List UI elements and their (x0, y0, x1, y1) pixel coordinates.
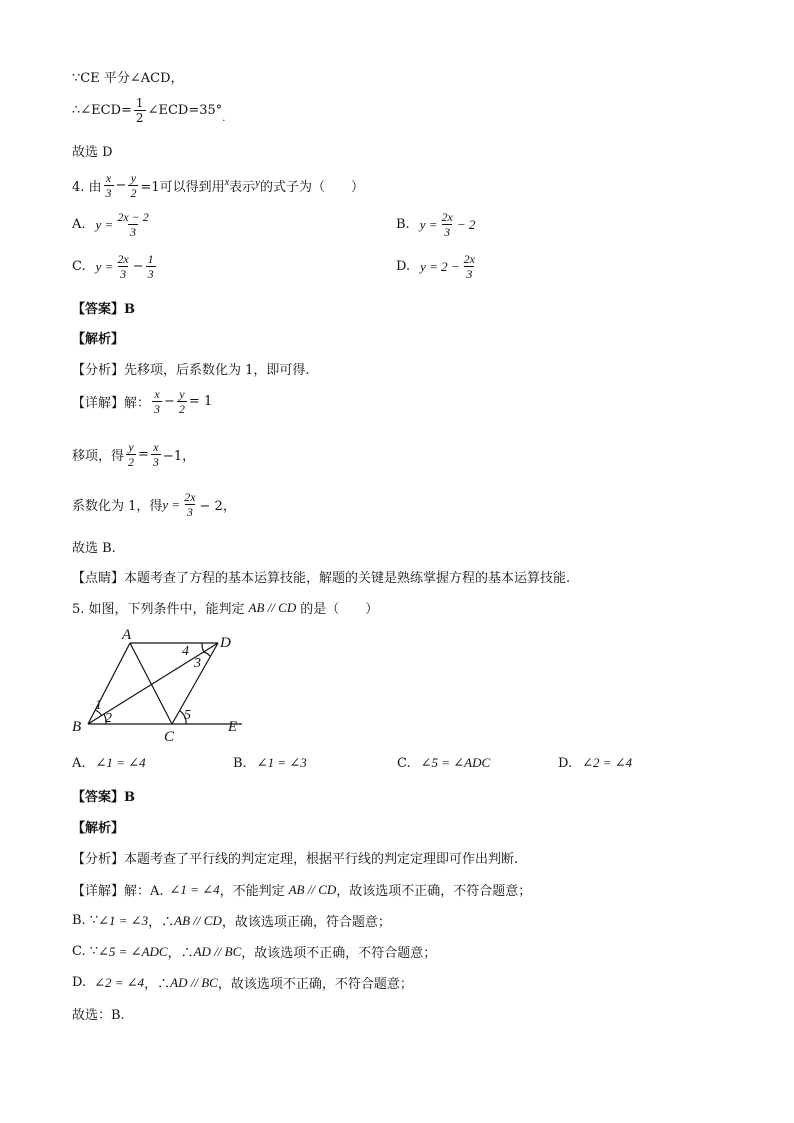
fraction (182, 490, 197, 519)
text: 4. 由 (72, 180, 102, 195)
option-4c[interactable] (72, 252, 158, 281)
math: ∠1 = ∠4 (169, 881, 220, 897)
detail-line-c (72, 942, 436, 961)
option-5c[interactable] (397, 755, 490, 771)
angle-5-label: 5 (184, 708, 191, 723)
text: C. ∵ (72, 944, 99, 959)
text: ，故该选项不正确，不符合题意； (217, 977, 413, 992)
math: − 2 (456, 216, 476, 232)
math: y = 2 − (420, 258, 460, 274)
numerator: 2x (463, 252, 475, 266)
point-b-label: B (72, 719, 82, 735)
detail-step-2 (72, 490, 236, 519)
detail-line (72, 387, 212, 416)
text: ，∴ (144, 977, 171, 992)
text: ，不能判定 (219, 884, 285, 899)
text-line-fraction (72, 96, 225, 125)
analysis-text: 【分析】本题考查了平行线的判定定理，根据平行线的判定定理即可作出判断. (72, 852, 519, 867)
answer-label: 【答案】B (72, 302, 135, 317)
fraction (462, 252, 477, 281)
math: AB // CD (288, 881, 337, 897)
math: AD // BC (193, 943, 242, 959)
text: ，故该选项不正确，不符合题意； (241, 946, 437, 961)
var: y (255, 176, 260, 189)
point-a-label: A (122, 627, 132, 643)
text-line: 故选：B. (72, 1008, 125, 1023)
segment-ac (130, 643, 172, 724)
math: = 1 (188, 394, 213, 409)
angle-4-label: 4 (182, 644, 189, 659)
option-5a[interactable] (72, 755, 146, 771)
point-d-label: D (220, 635, 231, 651)
detail-line-d (72, 973, 413, 992)
text-line: 故选 D (72, 145, 113, 160)
denominator: 2 (130, 186, 137, 200)
fraction (104, 171, 114, 200)
text: 的是（ ） (300, 602, 379, 617)
question-5-stem (72, 598, 378, 617)
option-5b[interactable] (233, 755, 307, 771)
math: ∠1 = ∠3 (98, 912, 149, 928)
numerator: y (130, 171, 137, 185)
text: 【详解】解：A. (72, 884, 164, 899)
detail-line-b (72, 911, 391, 930)
analysis-label: 【解析】 (72, 332, 125, 347)
analysis-label: 【解析】 (72, 821, 125, 836)
denominator: 2 (128, 455, 135, 469)
math: ∠2 = ∠4 (582, 755, 633, 770)
option-label: C. (397, 755, 411, 771)
math: = (138, 447, 149, 462)
denominator: 2 (178, 402, 185, 416)
comment-text: 【点睛】本题考查了方程的基本运算技能，解题的关键是熟练掌握方程的基本运算技能. (72, 571, 571, 586)
point-c-label: C (164, 729, 175, 745)
fraction (439, 210, 454, 239)
option-label: A. (72, 755, 86, 771)
numerator: 2x − 2 (117, 210, 149, 224)
fraction (115, 210, 150, 239)
numerator: y (128, 440, 134, 454)
question-4-stem (72, 171, 364, 200)
denominator: 3 (120, 267, 127, 281)
text: 表示 (229, 180, 256, 195)
math: y = (419, 216, 438, 232)
denominator: 2 (135, 111, 144, 125)
text: . (222, 113, 226, 124)
angle-1-label: 1 (95, 698, 102, 713)
math: AB // CD (248, 599, 297, 615)
text: 【详解】解： (72, 396, 151, 411)
denominator: 3 (105, 186, 112, 200)
math: −1， (162, 449, 196, 464)
math: AD // BC (170, 974, 218, 990)
option-4d[interactable] (396, 252, 479, 281)
denominator: 3 (444, 225, 451, 239)
numerator: 2x (117, 252, 129, 266)
fraction (146, 252, 156, 281)
text-line: ∵CE 平分∠ACD， (72, 71, 184, 86)
option-label: C. (72, 259, 86, 274)
math: ∠1 = ∠4 (95, 755, 146, 770)
math: AB // CD (174, 912, 222, 928)
fraction (151, 440, 161, 469)
text-line: 故选 B. (72, 541, 116, 556)
math: ∠1 = ∠3 (256, 755, 307, 770)
option-4a[interactable] (72, 210, 153, 239)
math: y = (162, 496, 181, 512)
math: ∠5 = ∠ADC (98, 943, 168, 959)
text: ，∴ (167, 946, 194, 961)
option-label: B. (396, 217, 410, 232)
option-label: B. (233, 755, 247, 771)
fraction (177, 387, 187, 416)
text: =1可以得到用 (140, 180, 225, 195)
geometry-figure (70, 625, 250, 745)
math: y = (95, 258, 114, 274)
text: 5. 如图，下列条件中，能判定 (72, 602, 245, 617)
numerator: 1 (147, 252, 154, 266)
option-label: D. (558, 755, 573, 771)
math: − 2， (199, 499, 236, 514)
text: D. (72, 975, 87, 990)
math: − (164, 394, 175, 409)
denominator: 3 (147, 267, 154, 281)
numerator: x (154, 387, 160, 401)
numerator: x (105, 171, 112, 185)
numerator: 2x (441, 210, 453, 224)
text: ，故该选项正确，符合题意； (221, 915, 391, 930)
text: ∠ECD=35° (147, 103, 223, 118)
detail-step-1 (72, 440, 195, 469)
text: 移项，得 (72, 449, 125, 464)
option-label: A. (72, 217, 86, 232)
option-4b[interactable] (396, 210, 475, 239)
fraction (128, 171, 138, 200)
text: B. ∵ (72, 913, 99, 928)
point-e-label: E (228, 719, 238, 735)
fraction (134, 96, 146, 125)
math: y = (95, 216, 114, 232)
fraction (115, 252, 130, 281)
angle-2-label: 2 (105, 711, 112, 726)
numerator: 2x (184, 490, 196, 504)
text: 系数化为 1，得 (72, 499, 163, 514)
angle-3-label: 3 (194, 656, 201, 671)
fraction (126, 440, 136, 469)
math: ∠2 = ∠4 (94, 974, 145, 990)
denominator: 3 (186, 505, 193, 519)
angle-arc-4 (202, 643, 204, 652)
var: x (224, 177, 230, 188)
option-label: D. (396, 259, 411, 274)
denominator: 3 (130, 225, 137, 239)
text: ，故该选项不正确，不符合题意； (336, 884, 532, 899)
detail-line-a (72, 880, 531, 899)
option-5d[interactable] (558, 755, 632, 771)
math: ∠5 = ∠ADC (420, 755, 491, 770)
text: − (115, 178, 127, 193)
analysis-text: 【分析】先移项，后系数化为 1，即可得. (72, 363, 310, 378)
fraction (152, 387, 162, 416)
numerator: x (153, 440, 159, 454)
numerator: y (179, 387, 185, 401)
denominator: 3 (154, 402, 161, 416)
text: ，∴ (148, 915, 175, 930)
text: ∴∠ECD= (72, 103, 132, 118)
numerator: 1 (135, 96, 144, 110)
math: − (132, 259, 144, 274)
denominator: 3 (152, 455, 159, 469)
answer-label: 【答案】B (72, 790, 135, 805)
text: 的式子为（ ） (259, 180, 364, 195)
denominator: 3 (466, 267, 473, 281)
angle-arc-3 (204, 652, 210, 656)
